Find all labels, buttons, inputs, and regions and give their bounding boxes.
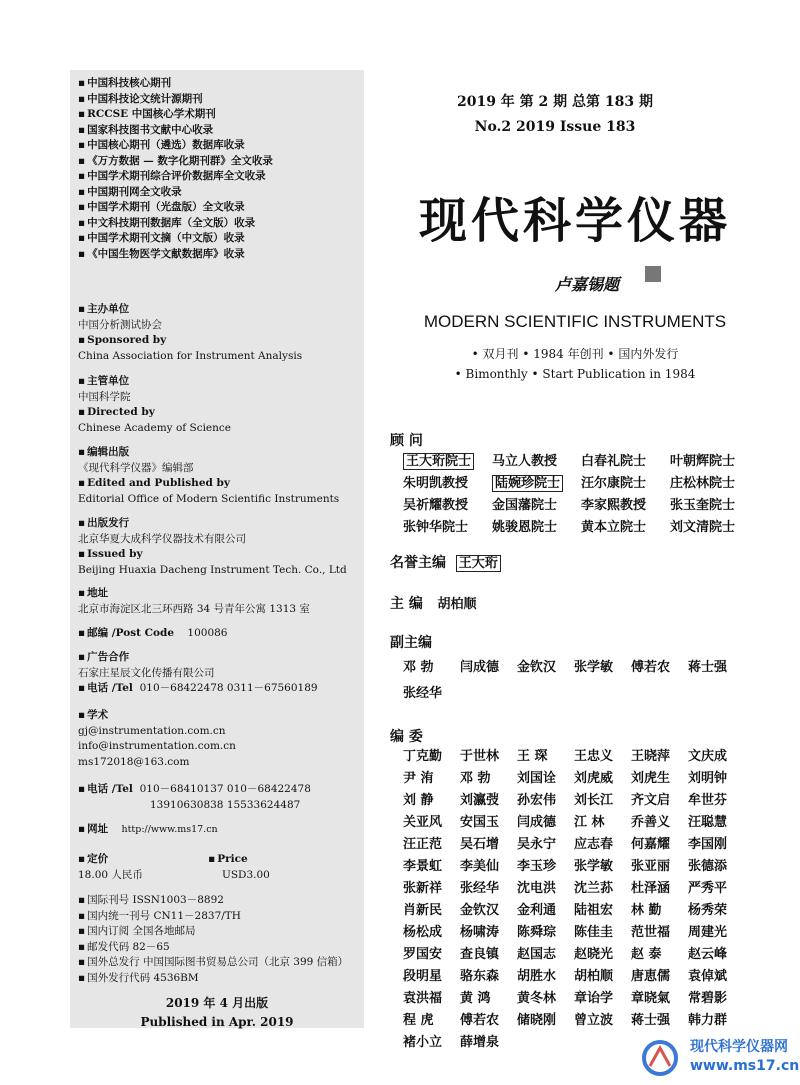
board-member-name: 王晓萍 (631, 749, 671, 764)
advisor-name: 李家熙教授 (581, 498, 647, 513)
board-member-name: 应志春 (574, 837, 614, 852)
board-member-name: 乔善义 (631, 815, 671, 830)
director-cn-label: ▪ 主管单位 (78, 374, 231, 390)
journal-meta-en: • Bimonthly • Start Publication in 1984 (454, 367, 696, 381)
index-list (78, 76, 273, 262)
board-member-name: 刘虎生 (631, 771, 671, 786)
editor-en: Editorial Office of Modern Scientific Instruments (78, 492, 340, 505)
tel-line: 010－68410137 010－68422478 (139, 783, 311, 795)
board-member-name: 吴永宁 (517, 837, 557, 852)
board-member-name: 安国玉 (460, 815, 500, 830)
publish-date-en: Published in Apr. 2019 (140, 1015, 294, 1029)
index-item: ▪ 中国科技论文统计源期刊 (78, 92, 273, 108)
journal-title-cn: 现代科学仪器 (418, 193, 731, 249)
board-row (403, 1011, 745, 1033)
advisor-name: 庄松林院士 (670, 476, 736, 491)
director-block (78, 374, 231, 436)
board-member-name: 胡柏顺 (574, 969, 614, 984)
board-member-name: 查良镇 (460, 947, 500, 962)
foreign-distributor: ▪ 国外总发行 中国国际图书贸易总公司（北京 399 信箱） (78, 955, 348, 971)
index-item: ▪ 中国学术期刊综合评价数据库全文收录 (78, 169, 273, 185)
advisor-name: 汪尔康院士 (581, 476, 647, 491)
price-en-label: ▪ Price (208, 853, 248, 865)
postcode-block (78, 626, 228, 642)
board-member-name: 张新祥 (403, 881, 443, 896)
board-row (403, 813, 745, 835)
board-member-name: 汪聪慧 (688, 815, 728, 830)
ad-block (78, 650, 318, 697)
index-item: ▪ 中国科技核心期刊 (78, 76, 273, 92)
advisor-name: 金国藩院士 (492, 498, 558, 513)
issuer-block (78, 516, 347, 578)
watermark-url[interactable]: www.ms17.cn (690, 1058, 800, 1074)
advisor-name: 姚骏恩院士 (492, 520, 558, 535)
seal-stamp (645, 266, 661, 282)
board-member-name: 张亚丽 (631, 859, 671, 874)
board-row (403, 923, 745, 945)
sponsor-cn: 中国分析测试协会 (78, 318, 162, 331)
board-member-name: 储晓刚 (517, 1013, 557, 1028)
board-member-name: 李景虹 (403, 859, 443, 874)
index-item: ▪ 中国核心期刊（遴选）数据库收录 (78, 138, 273, 154)
index-item: ▪ 国家科技图书文献中心收录 (78, 123, 273, 139)
board-member-name: 赵云峰 (688, 947, 728, 962)
web-url[interactable]: http://www.ms17.cn (121, 824, 218, 835)
honorary-editor-name: 王大珩 (456, 555, 501, 572)
board-row (403, 901, 745, 923)
index-item: ▪ 中国期刊网全文收录 (78, 185, 273, 201)
ad-tel-label: ▪ 电话 /Tel (78, 682, 133, 694)
issuer-cn-label: ▪ 出版发行 (78, 516, 347, 532)
board-member-name: 范世福 (631, 925, 671, 940)
postcode: 100086 (187, 627, 228, 639)
board-member-name: 肖新民 (403, 903, 443, 918)
ad-tel: 010－68422478 0311－67560189 (139, 682, 318, 694)
editor-en-label: ▪ Edited and Published by (78, 476, 339, 492)
board-member-name: 傅若农 (460, 1013, 500, 1028)
academic-block (78, 708, 236, 770)
address: 北京市海淀区北三环西路 34 号青年公寓 1313 室 (78, 602, 310, 615)
board-row (403, 879, 745, 901)
board-member-name: 罗国安 (403, 947, 443, 962)
board-member-name: 陈佳圭 (574, 925, 614, 940)
chief-editor-name: 胡柏顺 (437, 597, 477, 612)
board-label: 编 委 (390, 729, 423, 745)
price-cn: 18.00 人民币 (78, 868, 143, 881)
sponsor-cn-label: ▪ 主办单位 (78, 302, 302, 318)
editor-cn-label: ▪ 编辑出版 (78, 445, 339, 461)
postal-code: ▪ 邮发代码 82－65 (78, 940, 348, 956)
board-member-name: 骆东森 (460, 969, 500, 984)
editor-name: 傅若农 (631, 660, 671, 675)
director-cn: 中国科学院 (78, 390, 131, 403)
issue-number-en: No.2 2019 Issue 183 (474, 119, 636, 135)
board-row (403, 791, 745, 813)
board-member-name: 章诒学 (574, 991, 614, 1006)
board-row (403, 857, 745, 879)
advisor-name: 叶朝辉院士 (670, 454, 736, 469)
index-item: ▪ 中国学术期刊（光盘版）全文收录 (78, 200, 273, 216)
web-label: ▪ 网址 (78, 823, 108, 835)
board-member-name: 段明星 (403, 969, 443, 984)
advisor-name: 张玉奎院士 (670, 498, 736, 513)
chief-editor-label: 主 编 胡柏顺 (390, 596, 477, 612)
board-member-name: 袁倬斌 (688, 969, 728, 984)
sponsor-block (78, 302, 302, 364)
board-member-name: 张德添 (688, 859, 728, 874)
board-member-name: 常碧影 (688, 991, 728, 1006)
board-member-name: 关亚风 (403, 815, 443, 830)
board-row (403, 989, 745, 1011)
board-member-name: 孙宏伟 (517, 793, 557, 808)
board-row (403, 967, 745, 989)
sponsor-en-label: ▪ Sponsored by (78, 333, 302, 349)
board-member-name: 刘瀛弢 (460, 793, 500, 808)
board-member-name: 袁洪福 (403, 991, 443, 1006)
board-member-name: 邓 勃 (460, 771, 491, 786)
advisor-name: 刘文清院士 (670, 520, 736, 535)
board-member-name: 唐恵儒 (631, 969, 671, 984)
issuer-en-label: ▪ Issued by (78, 547, 347, 563)
board-member-name: 李国刚 (688, 837, 728, 852)
deputy-editors (403, 658, 745, 706)
email[interactable]: gj@instrumentation.com.cn (78, 724, 226, 737)
board-member-name: 沈兰荪 (574, 881, 614, 896)
advisor-name: 王大珩院士 (403, 453, 474, 470)
advisor-name: 马立人教授 (492, 454, 558, 469)
board-member-name: 刘 静 (403, 793, 434, 808)
editor-block (78, 445, 339, 507)
journal-title-en: MODERN SCIENTIFIC INSTRUMENTS (423, 312, 727, 331)
editor-name: 张学敏 (574, 660, 614, 675)
board-row (403, 769, 745, 791)
advisor-name: 吴祈耀教授 (403, 498, 469, 513)
calligraphy-signature: 卢嘉锡题 (555, 275, 620, 294)
board-member-name: 牟世芬 (688, 793, 728, 808)
board-member-name: 薛增泉 (460, 1035, 500, 1050)
issn: ▪ 国际刊号 ISSN1003－8892 (78, 893, 348, 909)
domestic-subscription: ▪ 国内订阅 全国各地邮局 (78, 924, 348, 940)
index-item: ▪ 中国学术期刊文摘（中文版）收录 (78, 231, 273, 247)
advisors-grid (403, 452, 759, 540)
board-row (403, 835, 745, 857)
board-member-name: 刘国诠 (517, 771, 557, 786)
director-en: Chinese Academy of Science (78, 421, 232, 434)
board-member-name: 刘明钟 (688, 771, 728, 786)
editor-cn: 《现代科学仪器》编辑部 (78, 461, 194, 474)
index-item: ▪ 中文科技期刊数据库（全文版）收录 (78, 216, 273, 232)
board-member-name: 金钦汉 (460, 903, 500, 918)
board-member-name: 张经华 (460, 881, 500, 896)
board-member-name: 吴石增 (460, 837, 500, 852)
academic-label: ▪ 学术 (78, 708, 236, 724)
address-block (78, 586, 310, 617)
postcode-label: ▪ 邮编 /Post Code (78, 627, 174, 639)
board-member-name: 尹 洧 (403, 771, 434, 786)
watermark-title: 现代科学仪器网 (690, 1039, 788, 1055)
board-member-name: 程 虎 (403, 1013, 434, 1028)
board-member-name: 杜泽涵 (631, 881, 671, 896)
board-member-name: 曾立波 (574, 1013, 614, 1028)
price-cn-label: ▪ 定价 (78, 853, 108, 865)
board-member-name: 褚小立 (403, 1035, 443, 1050)
board-member-name: 韩力群 (688, 1013, 728, 1028)
email[interactable]: info@instrumentation.com.cn (78, 740, 236, 752)
honorary-editor-label: 名誉主编 王大珩 (390, 552, 501, 572)
board-member-name: 于世林 (460, 749, 500, 764)
issuer-en: Beijing Huaxia Dacheng Instrument Tech. Co., Ltd (78, 563, 347, 576)
board-member-name: 杨秀荣 (688, 903, 728, 918)
advisor-name: 张钟华院士 (403, 520, 469, 535)
board-member-name: 周建光 (688, 925, 728, 940)
price-en: USD3.00 (222, 868, 270, 881)
advisor-name: 白春礼院士 (581, 454, 647, 469)
board-member-name: 黄冬林 (517, 991, 557, 1006)
board-member-name: 闫成德 (517, 815, 557, 830)
board-member-name: 胡胜水 (517, 969, 557, 984)
board-member-name: 黄 鸿 (460, 991, 491, 1006)
board-member-name: 杨啸涛 (460, 925, 500, 940)
board-member-name: 李美仙 (460, 859, 500, 874)
editor-name: 张经华 (403, 686, 443, 701)
advisor-name: 黄本立院士 (581, 520, 647, 535)
board-member-name: 刘虎威 (574, 771, 614, 786)
price-block (78, 852, 270, 883)
tel-line: 13910630838 15533624487 (150, 798, 301, 811)
web-block (78, 822, 218, 838)
board-member-name: 张学敏 (574, 859, 614, 874)
issue-number-cn: 2019 年 第 2 期 总第 183 期 (456, 94, 654, 110)
editor-name: 金钦汉 (517, 660, 557, 675)
issuer-cn: 北京华夏大成科学仪器技术有限公司 (78, 532, 246, 545)
board-member-name: 刘长江 (574, 793, 614, 808)
board-member-name: 蒋士强 (631, 1013, 671, 1028)
board-member-name: 丁克勤 (403, 749, 443, 764)
journal-meta-cn: • 双月刊 • 1984 年创刊 • 国内外发行 (471, 347, 679, 361)
board-member-name: 赵国志 (517, 947, 557, 962)
foreign-code: ▪ 国外发行代码 4536BM (78, 971, 348, 987)
board-member-name: 章晓氣 (631, 991, 671, 1006)
publish-date-cn: 2019 年 4 月出版 (165, 996, 269, 1010)
board-member-name: 李玉珍 (517, 859, 557, 874)
address-label: ▪ 地址 (78, 586, 310, 602)
board-member-name: 赵 泰 (631, 947, 662, 962)
director-en-label: ▪ Directed by (78, 405, 231, 421)
tel-label: ▪ 电话 /Tel (78, 783, 133, 795)
index-item: ▪ RCCSE 中国核心学术期刊 (78, 107, 273, 123)
board-member-name: 陆祖宏 (574, 903, 614, 918)
board-member-name: 杨松成 (403, 925, 443, 940)
board-member-name: 何嘉耀 (631, 837, 671, 852)
board-member-name: 金利通 (517, 903, 557, 918)
editor-name: 闫成德 (460, 660, 500, 675)
ad-label: ▪ 广告合作 (78, 650, 318, 666)
advisor-name: 朱明凯教授 (403, 476, 469, 491)
email[interactable]: ms172018@163.com (78, 755, 190, 768)
board-member-name: 王 琛 (517, 749, 548, 764)
board-row (403, 747, 745, 769)
sponsor-en: China Association for Instrument Analysis (78, 349, 303, 362)
publication-codes (78, 893, 348, 986)
board-row (403, 945, 745, 967)
tel-block (78, 782, 311, 813)
advisor-name: 陆婉珍院士 (492, 475, 563, 492)
cn-number: ▪ 国内统一刊号 CN11－2837/TH (78, 909, 348, 925)
advisors-label: 顾 问 (390, 433, 423, 449)
board-member-name: 赵晓光 (574, 947, 614, 962)
ad-company: 石家庄星辰文化传播有限公司 (78, 666, 215, 679)
editor-name: 蒋士强 (688, 660, 728, 675)
board-member-name: 文庆成 (688, 749, 728, 764)
board-member-name: 齐文启 (631, 793, 671, 808)
deputy-editors-label: 副主编 (390, 635, 432, 651)
board-member-name: 严秀平 (688, 881, 728, 896)
board-member-name: 陈舜琮 (517, 925, 557, 940)
editorial-board (403, 747, 745, 1055)
board-member-name: 林 勤 (631, 903, 662, 918)
board-member-name: 王忠义 (574, 749, 614, 764)
board-member-name: 汪正范 (403, 837, 443, 852)
editor-name: 邓 勃 (403, 660, 434, 675)
board-member-name: 江 林 (574, 815, 605, 830)
board-member-name: 沈电洪 (517, 881, 557, 896)
index-item: ▪ 《中国生物医学文献数据库》收录 (78, 247, 273, 263)
index-item: ▪ 《万方数据 — 数字化期刊群》全文收录 (78, 154, 273, 170)
